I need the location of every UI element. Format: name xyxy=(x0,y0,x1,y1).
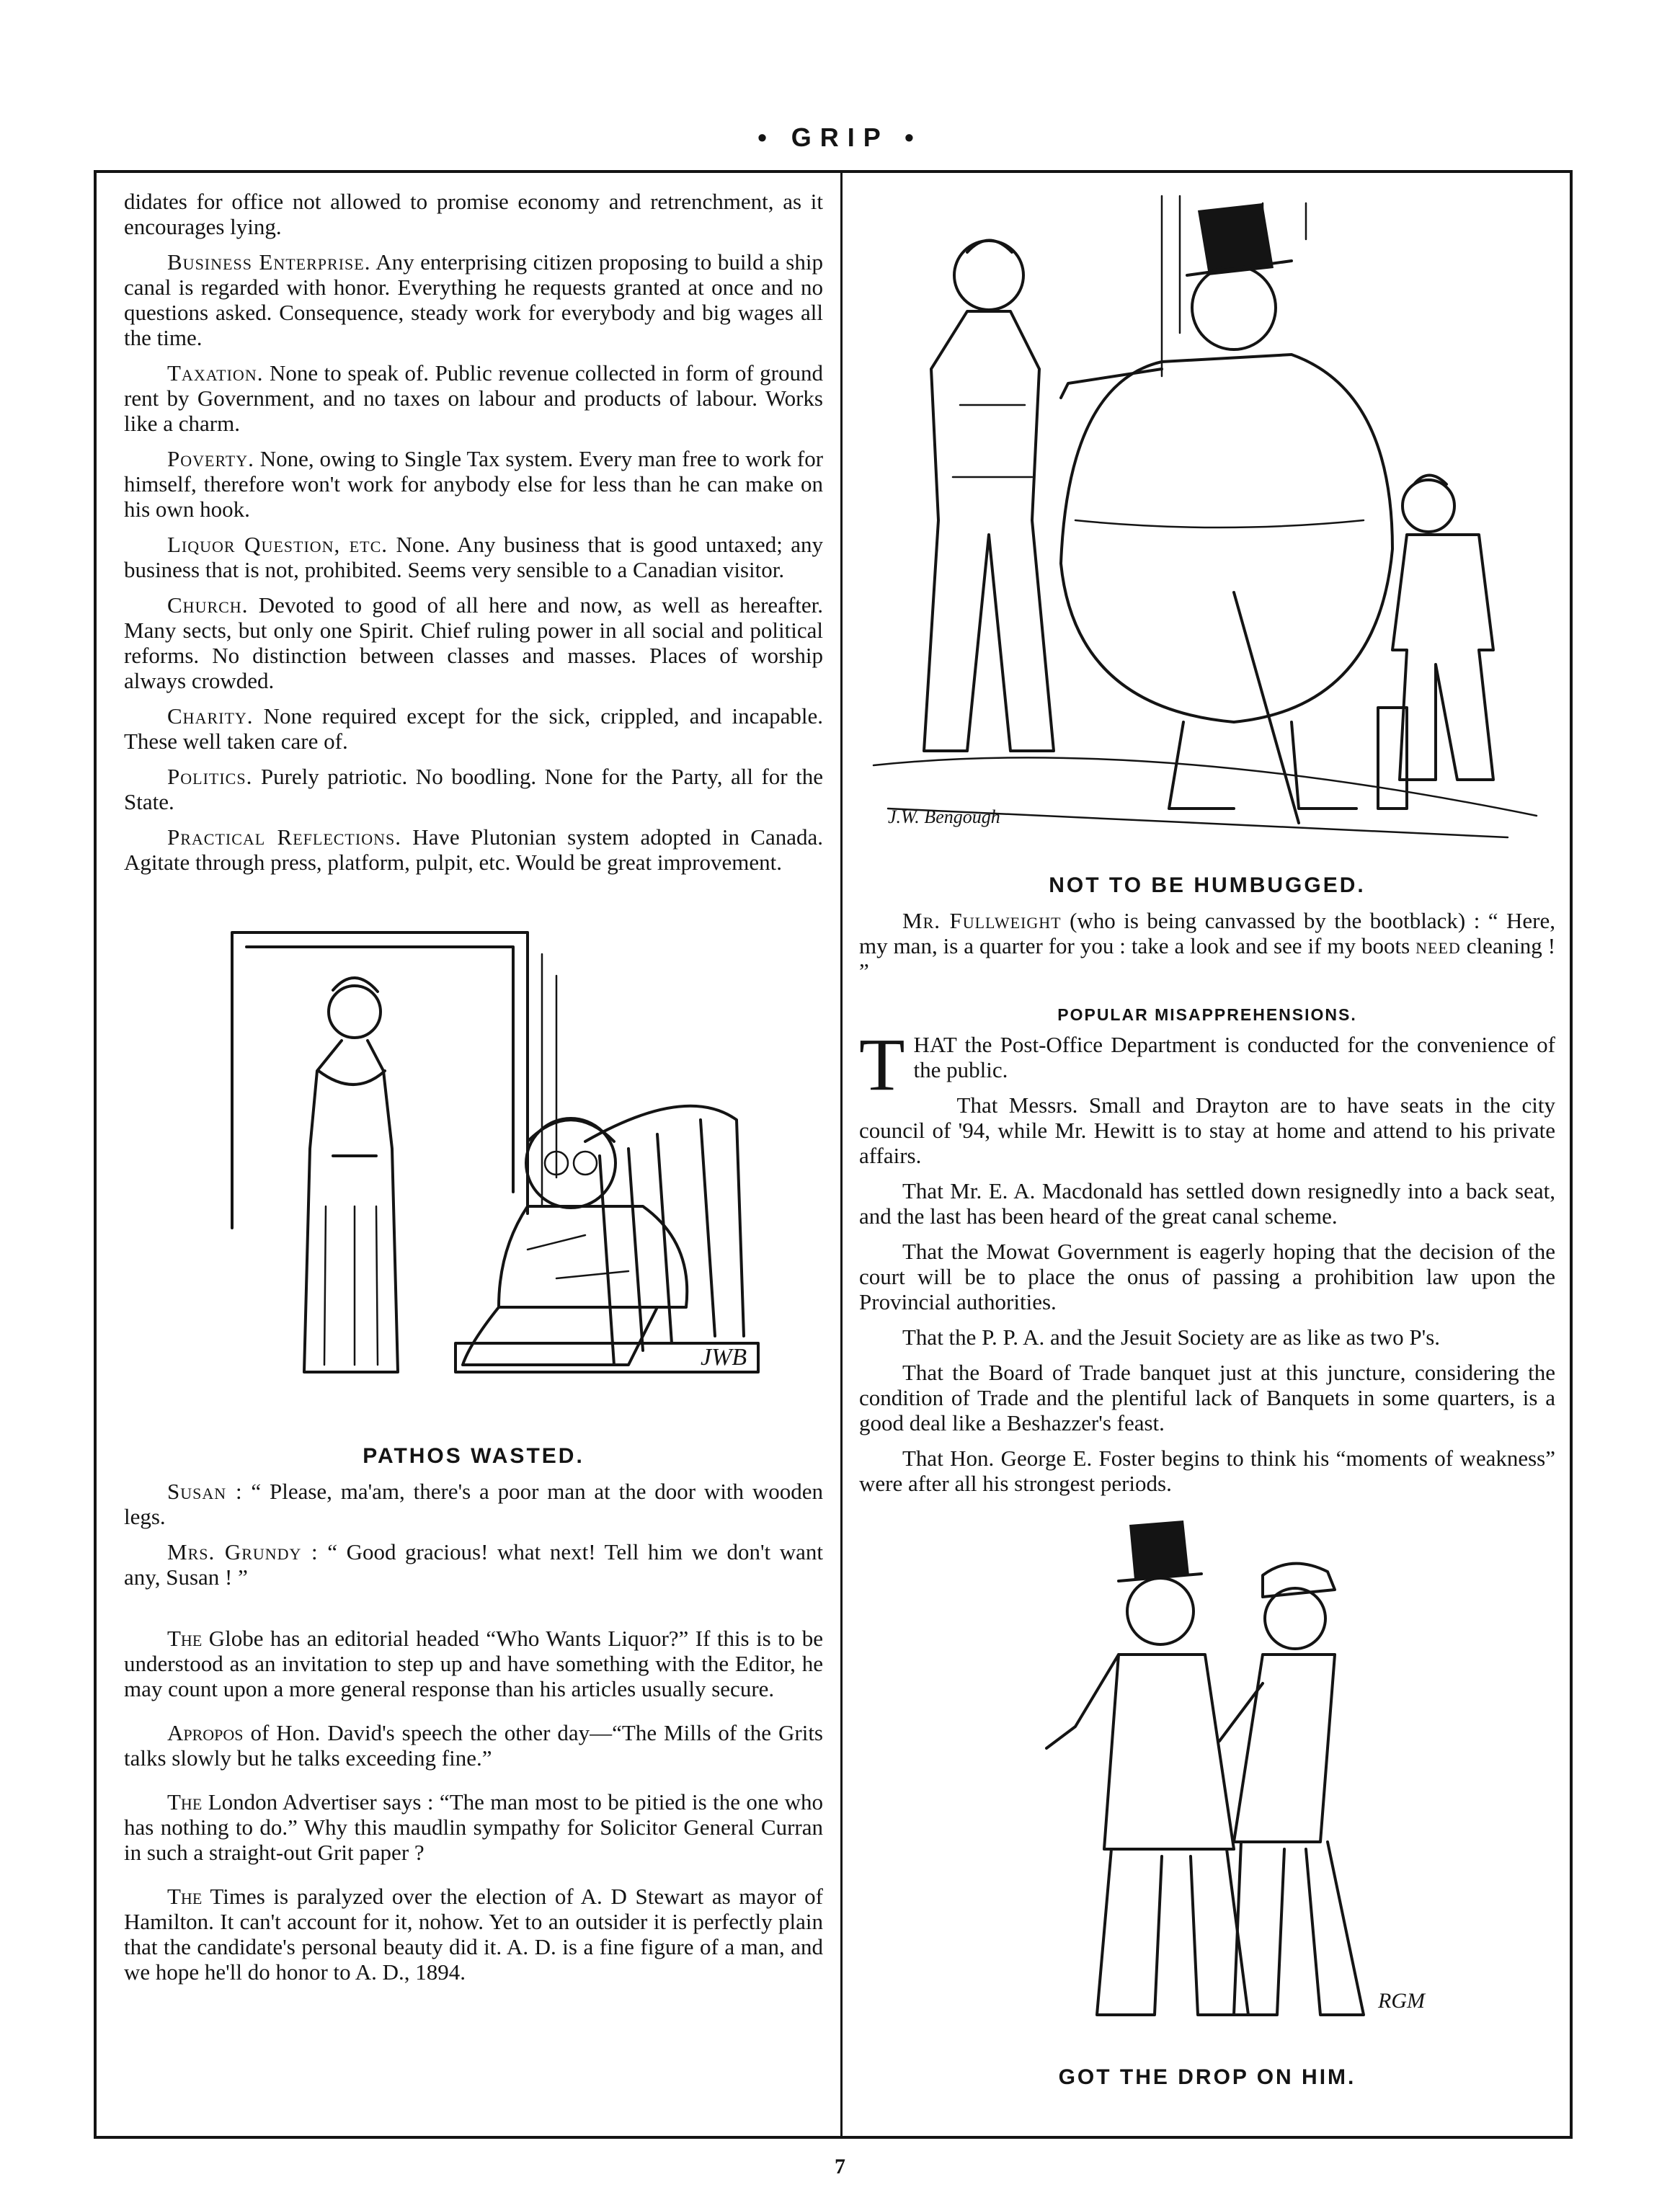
editorial-paragraph xyxy=(124,1789,823,1865)
section-paragraph xyxy=(124,824,823,875)
section-paragraph xyxy=(124,532,823,582)
section-heading: Poverty. xyxy=(167,446,254,471)
section-paragraph xyxy=(124,249,823,350)
editorial-paragraph xyxy=(124,1720,823,1771)
paragraph-lead: The xyxy=(167,1789,203,1815)
editorial-paragraph xyxy=(124,1626,823,1701)
section-heading: Business Enterprise. xyxy=(167,249,371,275)
editorial-paragraphs xyxy=(124,1626,823,1985)
section-body: None required except for the sick, crippled, and incapable. These well taken care of. xyxy=(124,703,824,754)
continuation-paragraph: didates for office not allowed to promise economy and retrenchment, as it encourages lying. xyxy=(124,189,823,239)
section-heading: Charity. xyxy=(167,703,254,729)
section-heading: Liquor Question, etc. xyxy=(167,532,388,557)
misapprehension-item: That Messrs. Small and Drayton are to have seats in the city council of '94, while Mr. Hewitt is to stay at home and attend to his private affairs. xyxy=(859,1092,1555,1168)
left-column xyxy=(124,189,823,2003)
paragraph-text: Globe has an editorial headed “Who Wants Liquor?” If this is to be understood as an invitation to step up and have something with the Editor, he may count upon a more general response than his articles usually secure. xyxy=(124,1626,824,1701)
dialogue-mrs-grundy: Mrs. Grundy : “ Good gracious! what next! Tell him we don't want any, Susan ! ” xyxy=(124,1539,824,1590)
section-body: None to speak of. Public revenue collected in form of ground rent by Government, and no taxes on labour and products of labour. Works like a charm. xyxy=(124,360,824,436)
section-body: Any enterprising citizen proposing to build a ship canal is regarded with honor. Everything he requests granted at once and no questions asked. Consequence, steady work for everybody and big wages all the time. xyxy=(124,249,823,350)
misapprehension-item: That the P. P. A. and the Jesuit Society are as like as two P's. xyxy=(902,1324,1441,1350)
pathos-wasted-cartoon xyxy=(124,904,823,1437)
dialogue-susan: Susan : “ Please, ma'am, there's a poor man at the door with wooden legs. xyxy=(124,1479,823,1529)
misapprehension-item: That Mr. E. A. Macdonald has settled down resignedly into a back seat, and the last has been heard of the great canal scheme. xyxy=(859,1178,1555,1229)
paragraph-text: Times is paralyzed over the election of A. D Stewart as mayor of Hamilton. It can't account for it, nohow. Yet to an outsider it is perfectly plain that the candidate's personal beauty did it. A. D. is a fine figure of a man, and we hope he'll do honor to A. D., 1894. xyxy=(124,1884,823,1985)
misapprehensions-heading: POPULAR MISAPPREHENSIONS. xyxy=(1057,1005,1357,1024)
editorial-paragraph xyxy=(124,1884,823,1985)
got-the-drop-signature: RGM xyxy=(1378,1989,1425,2013)
section-heading: Church. xyxy=(167,592,249,618)
misapprehension-first: THAT the Post-Office Department is conducted for the convenience of the public. xyxy=(859,1023,1555,1106)
got-the-drop-cartoon xyxy=(859,1510,1555,2058)
section-paragraph xyxy=(124,703,823,754)
pathos-wasted-signature: JWB xyxy=(701,1344,747,1371)
fullweight-quote: Mr. Fullweight (who is being canvassed by the bootblack) : “ Here, my man, is a quarter for you : take a look and see if my boots need cleaning ! ” xyxy=(859,908,1556,984)
masthead: • GRIP • xyxy=(757,123,923,152)
misapprehension-item: That Hon. George E. Foster begins to think his “moments of weakness” were after all his strongest periods. xyxy=(859,1446,1555,1496)
section-body: None. Any business that is good untaxed; any business that is not, prohibited. Seems very sensible to a Canadian visitor. xyxy=(124,532,824,582)
humbugged-signature: J.W. Bengough xyxy=(888,806,1000,827)
section-paragraph xyxy=(124,764,823,814)
got-the-drop-caption: GOT THE DROP ON HIM. xyxy=(1058,2065,1356,2089)
pathos-wasted-caption: PATHOS WASTED. xyxy=(363,1444,585,1468)
column-divider xyxy=(840,173,843,2136)
section-body: None, owing to Single Tax system. Every man free to work for himself, therefore won't work for anybody else for less than he can make on his own hook. xyxy=(124,446,824,522)
misapprehension-item: That the Board of Trade banquet just at this juncture, considering the condition of Trade and the plentiful lack of Banquets in some quarters, is a good deal like a Beshazzer's feast. xyxy=(859,1360,1555,1435)
misapprehension-item: That the Mowat Government is eagerly hoping that the decision of the court will be to place the onus of passing a prohibition law upon the Provincial authorities. xyxy=(859,1239,1555,1314)
section-paragraph xyxy=(124,592,823,693)
not-to-be-humbugged-cartoon xyxy=(859,189,1555,866)
plutonian-sections xyxy=(124,249,823,875)
section-heading: Taxation. xyxy=(167,360,264,386)
section-paragraph xyxy=(124,360,823,436)
right-column xyxy=(859,189,1555,2100)
not-to-be-humbugged-caption: NOT TO BE HUMBUGGED. xyxy=(1049,873,1366,897)
section-body: Devoted to good of all here and now, as well as hereafter. Many sects, but only one Spirit. Chief ruling power in all social and political reforms. No distinction between classes and masses. Places of worship always crowded. xyxy=(124,592,824,693)
section-body: Purely patriotic. No boodling. None for the Party, all for the State. xyxy=(124,764,823,814)
paragraph-text: London Advertiser says : “The man most to be pitied is the one who has nothing to do.” Why this maudlin sympathy for Solicitor General Curran in such a straight-out Grit paper ? xyxy=(124,1789,823,1865)
paragraph-lead: The xyxy=(167,1884,203,1909)
paragraph-lead: Apropos xyxy=(167,1720,244,1745)
section-paragraph xyxy=(124,446,823,522)
section-heading: Politics. xyxy=(167,764,253,789)
paragraph-text: of Hon. David's speech the other day—“The Mills of the Grits talks slowly but he talks exceeding fine.” xyxy=(124,1720,823,1771)
page-number: 7 xyxy=(835,2155,845,2178)
misapprehension-list xyxy=(859,1092,1555,1496)
section-heading: Practical Reflections. xyxy=(167,824,401,850)
paragraph-lead: The xyxy=(167,1626,203,1651)
section-body: Have Plutonian system adopted in Canada. Agitate through press, platform, pulpit, etc. Would be great improvement. xyxy=(124,824,824,875)
